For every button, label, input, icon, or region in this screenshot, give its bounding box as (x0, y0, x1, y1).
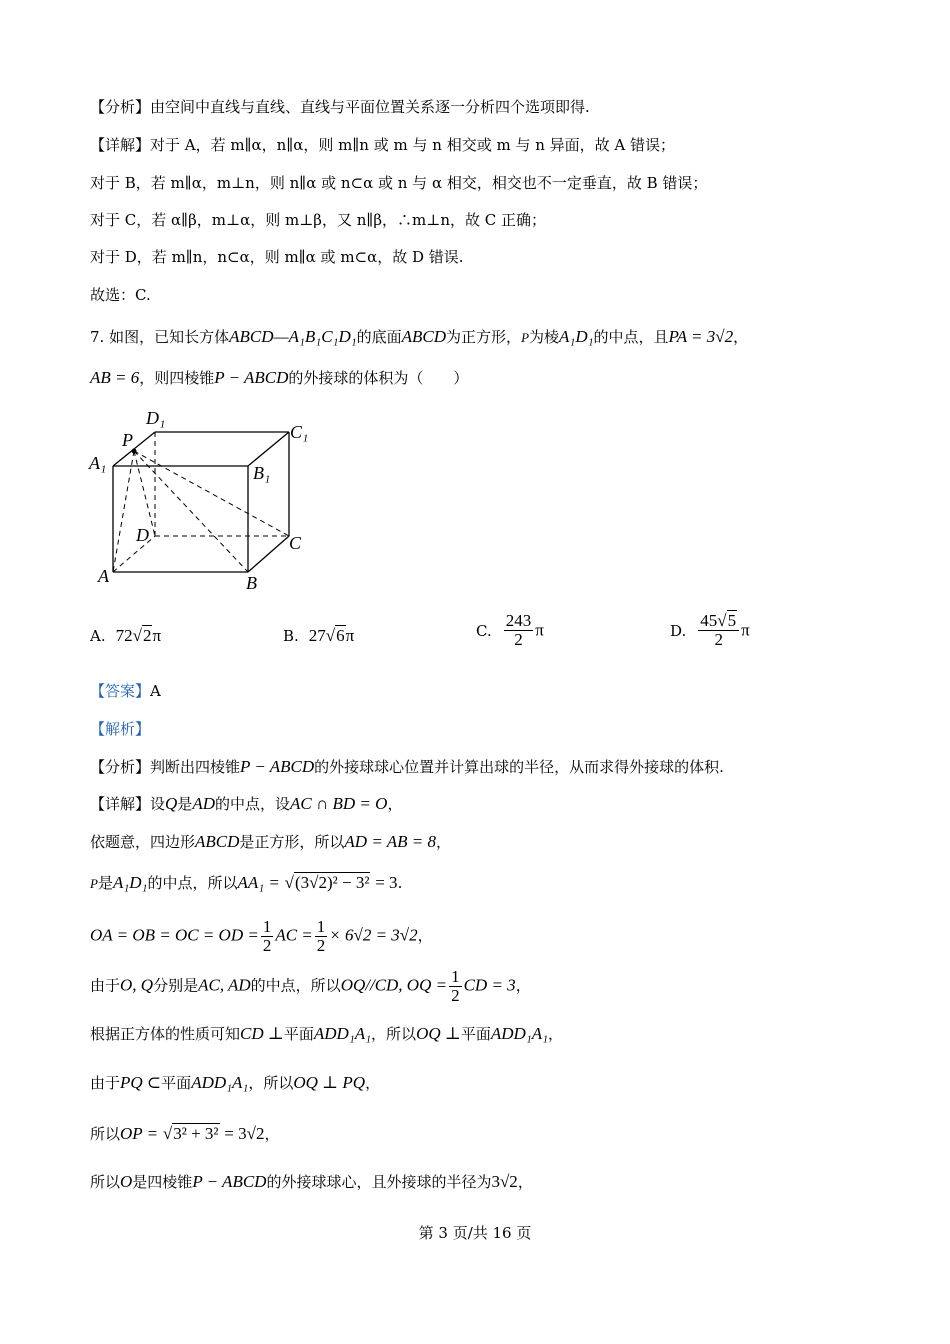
intro-analysis-line (90, 97, 590, 117)
option-b-label: B. (283, 627, 299, 645)
cuboid-figure (80, 400, 330, 600)
q-solid: ABCD—A₁B₁C₁D₁ (229, 327, 357, 346)
sol-s5r: CD = 3 (463, 975, 516, 995)
sol-s9d: ， (517, 1173, 533, 1191)
solution-line-1 (90, 794, 402, 814)
sol-s2abcd: ABCD (195, 832, 240, 851)
option-a-pi: π (152, 626, 162, 645)
sol-s6plane2: ADD₁A₁ (490, 1024, 549, 1043)
sol-a-pyr: P − ABCD (240, 757, 315, 776)
sol-s8op: OP = (120, 1124, 159, 1143)
question-line-1 (90, 327, 748, 348)
q-p: P (521, 330, 530, 345)
sol-s7d: ， (365, 1074, 381, 1092)
sol-analysis-tag: 【分析】 (90, 758, 151, 776)
sol-s3p: P (90, 876, 98, 891)
sol-s2b: 是正方形，所以 (239, 833, 345, 851)
answer-tag: 【答案】 (90, 682, 151, 700)
sol-s6d: 平面 (460, 1025, 491, 1043)
option-d-label: D. (670, 621, 687, 640)
label-a1: A₁ (89, 453, 107, 473)
sol-s8a: 所以 (90, 1125, 121, 1143)
solution-line-7 (90, 1073, 380, 1093)
sol-s4l: OA = OB = OC = OD = (90, 925, 259, 945)
option-c-pi: π (535, 620, 544, 640)
sol-s3edge: A₁D₁ (112, 873, 148, 892)
option-c-num: 243 (505, 611, 532, 630)
intro-analysis-text: 由空间中直线与直线、直线与平面位置关系逐一分析四个选项即得. (150, 98, 590, 116)
question-line-2 (90, 368, 468, 388)
sol-s6plane: ADD₁A₁ (313, 1024, 372, 1043)
option-a-rad: 2 (142, 626, 152, 645)
sol-s6b: 平面 (283, 1025, 314, 1043)
intro-analysis-tag: 【分析】 (90, 98, 151, 116)
sol-s3eq-in: (3√2)² − 3² (295, 873, 370, 892)
option-d-num-coef: 45 (700, 611, 718, 630)
edge-p-b (134, 451, 248, 572)
sol-s4m: AC = (275, 925, 313, 945)
sol-s1a: 设 (150, 795, 166, 813)
answer-line (90, 681, 161, 701)
edge-b1-c1 (248, 432, 289, 466)
q-ab: AB = 6 (90, 368, 140, 387)
sol-s3b: 的中点，所以 (147, 874, 238, 892)
label-d: D (136, 525, 149, 545)
sol-s4r: × 6√2 = 3√2 (329, 925, 418, 945)
sol-s9c: 的外接球球心，且外接球的半径为 (266, 1173, 492, 1191)
sol-s5-den: 2 (451, 986, 460, 1005)
sol-a1: 判断出四棱锥 (150, 758, 241, 776)
option-a-coef: 72 (115, 626, 133, 645)
sol-s7a: 由于 (90, 1074, 121, 1092)
sol-s5acad: AC, AD (198, 975, 251, 995)
jiexi-tag: 【解析】 (90, 720, 151, 738)
sol-s2eq: AD = AB = 8 (344, 832, 436, 851)
sol-s4-den2: 2 (316, 936, 326, 955)
q-text-5: 的中点，且 (593, 328, 669, 346)
solution-line-6 (90, 1024, 563, 1044)
label-c1: C₁ (290, 422, 309, 442)
option-a: A. 72√2π (90, 626, 162, 645)
solution-line-2 (90, 832, 451, 852)
q-text-3: 为正方形， (446, 328, 522, 346)
edge-b-c (248, 536, 289, 572)
solution-line-3: P是A₁D₁的中点，所以AA₁ = √(3√2)² − 3² = 3. (90, 873, 403, 892)
sol-s7pq: PQ ⊂ (120, 1073, 162, 1092)
intro-detail-c: 对于 C，若 α∥β，m⊥α，则 m⊥β，又 n∥β，∴m⊥n，故 C 正确； (90, 211, 547, 229)
sol-s3eq-r: = 3 (375, 873, 398, 892)
option-d-pi: π (741, 620, 750, 640)
solution-line-5 (90, 968, 531, 1005)
sol-s4c: ， (417, 926, 433, 945)
option-c-label: C. (476, 621, 492, 640)
sol-s6oq: OQ ⊥ (416, 1024, 461, 1043)
q-text-2: 的底面 (356, 328, 402, 346)
sol-s5-num: 1 (451, 967, 460, 986)
intro-detail-b: 对于 B，若 m∥α，m⊥n，则 n∥α 或 n⊂α 或 n 与 α 相交，相交也不一定垂直，故 B 错误； (90, 174, 708, 192)
option-b-pi: π (345, 626, 355, 645)
sol-s3eq-l: AA₁ = (237, 873, 280, 892)
sol-s9b: 是四棱锥 (132, 1173, 193, 1191)
option-d-num-rad: 5 (727, 611, 737, 630)
label-c: C (289, 533, 302, 553)
q-edge: A₁D₁ (559, 327, 594, 346)
sol-s5eq: OQ//CD, OQ = (340, 975, 448, 995)
sol-s6a: 根据正方体的性质可知 (90, 1025, 241, 1043)
q-comma: ， (733, 328, 749, 346)
sol-s3c: . (397, 874, 403, 892)
sol-s1ad: AD (192, 794, 215, 813)
solution-line-4 (90, 918, 433, 955)
sol-s6cd: CD ⊥ (240, 1024, 284, 1043)
sol-s6c: ，所以 (371, 1025, 417, 1043)
answer-value: A (150, 682, 161, 700)
edge-p-a (113, 451, 134, 572)
q-base: ABCD (401, 327, 447, 346)
solution-line-9 (90, 1172, 533, 1192)
option-d-den: 2 (714, 630, 723, 649)
sol-s5b: 分别是 (153, 976, 199, 995)
intro-detail-tag: 【详解】 (90, 136, 151, 154)
label-b1: B₁ (253, 463, 271, 483)
option-c (476, 612, 544, 649)
option-b-coef: 27 (308, 626, 326, 645)
sol-s5d: ， (515, 976, 531, 995)
option-b-rad: 6 (336, 626, 345, 645)
solution-analysis (90, 757, 724, 777)
q-pa: PA = 3√2 (668, 327, 734, 346)
intro-detail-a: 对于 A，若 m∥α，n∥α，则 m∥n 或 m 与 n 相交或 m 与 n 异面，故 A 错误； (150, 136, 676, 154)
q-text-7: 的外接球的体积为（ ） (288, 369, 469, 387)
solution-line-8: 所以OP = √3² + 3² = 3√2， (90, 1124, 280, 1143)
sol-s8c: ， (264, 1125, 280, 1143)
edge-p-d (134, 451, 155, 536)
sol-s4-num2: 1 (316, 917, 326, 936)
q-text-6: ，则四棱锥 (139, 369, 215, 387)
sol-detail-tag: 【详解】 (90, 795, 151, 813)
sol-s2a: 依题意，四边形 (90, 833, 196, 851)
sol-s8r: = 3√2 (224, 1124, 265, 1143)
sol-s2c: ， (436, 833, 452, 851)
q-pyramid: P − ABCD (214, 368, 289, 387)
sol-s1eq: AC ∩ BD = O (290, 794, 388, 813)
option-a-label: A. (90, 627, 106, 645)
page-footer: 第 3 页/共 16 页 (418, 1224, 532, 1242)
intro-detail-line (90, 135, 675, 155)
intro-detail-d: 对于 D，若 m∥n，n⊂α，则 m∥α 或 m⊂α，故 D 错误. (90, 248, 464, 266)
label-a: A (98, 566, 109, 586)
sol-s1c: 的中点，设 (215, 795, 291, 813)
sol-s9o: O (120, 1172, 133, 1191)
sol-s5oq: O, Q (120, 975, 154, 995)
label-p: P (122, 430, 133, 450)
sol-s1b: 是 (177, 795, 193, 813)
sol-a2: 的外接球球心位置并计算出球的半径，从而求得外接球的体积. (314, 758, 724, 776)
sol-s5a: 由于 (90, 976, 121, 995)
label-d1: D₁ (146, 408, 166, 428)
intro-choose: 故选：C. (90, 286, 151, 304)
sol-s9pyr: P − ABCD (192, 1172, 267, 1191)
sol-s7b: 平面 (161, 1074, 192, 1092)
label-b: B (246, 573, 257, 593)
sol-s4-num: 1 (262, 917, 272, 936)
sol-s5c: 的中点，所以 (250, 976, 341, 995)
sol-s1q: Q (165, 794, 178, 813)
sol-s9r: 3√2 (491, 1172, 518, 1191)
sol-s7c: ，所以 (248, 1074, 294, 1092)
q-text-1: 如图，已知长方体 (109, 328, 230, 346)
sol-s4-den: 2 (262, 936, 272, 955)
sol-s7eq: OQ ⊥ PQ (293, 1073, 366, 1092)
sol-s6e: ， (548, 1025, 564, 1043)
sol-s9a: 所以 (90, 1173, 121, 1191)
option-b: B. 27√6π (283, 626, 355, 645)
question-number: 7. (90, 328, 105, 346)
sol-s3a: 是 (97, 874, 113, 892)
sol-s7plane: ADD₁A₁ (191, 1073, 249, 1092)
option-c-den: 2 (514, 630, 523, 649)
option-d: D. $\frac{45√5}{2}$ π (670, 611, 750, 649)
sol-s1d: ， (387, 795, 403, 813)
sol-s8in: 3² + 3² (173, 1124, 219, 1143)
q-text-4: 为棱 (529, 328, 560, 346)
